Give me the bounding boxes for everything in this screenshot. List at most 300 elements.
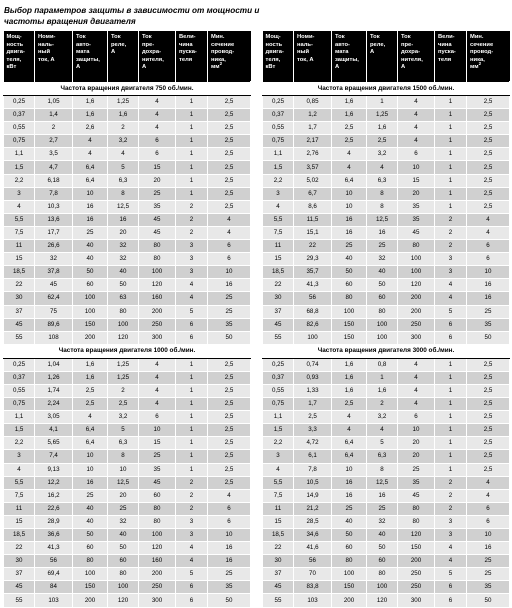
fuse-current-cell: 25 [398,463,435,476]
power-cell: 30 [263,555,294,568]
relay-current-cell: 12,5 [108,476,139,489]
wire-section-cell: 50 [208,594,251,607]
power-cell: 37 [4,568,35,581]
fuse-current-cell: 4 [398,384,435,397]
relay-current-cell: 4 [108,148,139,161]
starter-size-cell: 1 [435,398,467,411]
wire-section-cell: 6 [467,502,510,515]
relay-current-cell: 8 [367,200,398,213]
wire-section-cell: 6 [467,515,510,528]
breaker-current-cell: 16 [332,213,367,226]
relay-current-cell: 1,6 [108,109,139,122]
starter-size-header: Вели- чина пуска- теля [176,31,208,82]
relay-current-cell: 6,3 [108,437,139,450]
power-cell: 0,37 [263,371,294,384]
wire-section-cell: 2,5 [208,161,251,174]
wire-section-cell: 6 [208,515,251,528]
nominal-current-cell: 56 [35,555,73,568]
relay-current-cell: 60 [367,292,398,305]
breaker-current-cell: 60 [73,542,108,555]
starter-size-cell: 6 [435,331,467,344]
wire-section-header: Мин. сечение провод- ника, $мм^2$ [208,31,251,82]
table-row [4,122,251,135]
starter-size-cell: 1 [176,135,208,148]
speed-section-header [263,82,510,96]
fuse-current-cell: 4 [398,122,435,135]
breaker-current-cell: 200 [332,594,367,607]
breaker-current-cell: 10 [332,463,367,476]
breaker-current-cell: 6,4 [332,174,367,187]
breaker-current-cell: 40 [332,253,367,266]
table-row [4,161,251,174]
breaker-current-cell: 6,4 [332,437,367,450]
table-row [4,279,251,292]
wire-section-cell: 16 [467,542,510,555]
nominal-current-cell: 56 [294,555,332,568]
nominal-current-cell: 82,6 [294,318,332,331]
wire-section-cell: 2,5 [467,187,510,200]
starter-size-cell: 5 [435,568,467,581]
wire-section-cell: 2,5 [467,437,510,450]
header-row [4,31,251,82]
fuse-current-cell: 100 [398,253,435,266]
nominal-current-cell: 100 [294,331,332,344]
fuse-current-cell: 4 [398,398,435,411]
fuse-current-cell: 45 [139,476,176,489]
breaker-current-cell: 150 [332,331,367,344]
breaker-current-cell: 60 [332,279,367,292]
table-row [263,174,510,187]
wire-section-cell: 6 [467,253,510,266]
title-line-1: Выбор параметров защиты в зависимости от мощности и [4,6,260,15]
fuse-current-cell: 10 [398,424,435,437]
fuse-current-cell: 4 [398,109,435,122]
wire-section-cell: 4 [467,489,510,502]
breaker-current-cell: 2,6 [73,122,108,135]
nominal-current-cell: 6,1 [294,450,332,463]
wire-section-cell: 25 [467,305,510,318]
wire-section-cell: 16 [467,279,510,292]
table-row [263,318,510,331]
nominal-current-cell: 83,8 [294,581,332,594]
nominal-current-header: Номи- наль- ный ток, А [35,31,73,82]
relay-current-cell: 50 [367,279,398,292]
nominal-current-cell: 3,3 [294,424,332,437]
table-row [4,318,251,331]
relay-current-cell: 40 [367,529,398,542]
relay-current-cell: 100 [367,318,398,331]
fuse-current-cell: 25 [139,450,176,463]
breaker-current-cell: 6,4 [73,424,108,437]
power-cell: 37 [263,305,294,318]
nominal-current-cell: 45 [35,279,73,292]
nominal-current-cell: 1,7 [294,122,332,135]
nominal-current-cell: 62,4 [35,292,73,305]
wire-section-cell: 2,5 [467,398,510,411]
wire-section-cell: 35 [208,318,251,331]
table-row [4,411,251,424]
relay-current-cell: 32 [108,515,139,528]
nominal-current-cell: 7,8 [294,463,332,476]
nominal-current-cell: 0,85 [294,96,332,109]
nominal-current-cell: 69,4 [35,568,73,581]
breaker-current-cell: 25 [332,502,367,515]
wire-section-cell: 4 [467,226,510,239]
wire-section-cell: 50 [467,331,510,344]
breaker-current-cell: 80 [332,292,367,305]
wire-section-cell: 2,5 [208,200,251,213]
breaker-current-cell: 10 [73,187,108,200]
fuse-current-cell: 20 [139,174,176,187]
nominal-current-cell: 1,7 [294,398,332,411]
wire-section-cell: 2,5 [467,135,510,148]
breaker-current-cell: 4 [332,424,367,437]
table-row [4,200,251,213]
wire-section-cell: 16 [208,279,251,292]
starter-size-cell: 4 [435,292,467,305]
table-row [4,489,251,502]
relay-current-cell: 100 [367,331,398,344]
starter-size-cell: 1 [176,148,208,161]
breaker-current-cell: 6,4 [73,437,108,450]
fuse-current-cell: 300 [139,331,176,344]
starter-size-cell: 1 [176,450,208,463]
nominal-current-cell: 1,74 [35,384,73,397]
power-cell: 15 [263,515,294,528]
wire-section-cell: 4 [208,226,251,239]
protection-table-left [3,31,251,608]
starter-size-cell: 4 [176,555,208,568]
relay-current-cell: 12,5 [108,200,139,213]
nominal-current-cell: 17,7 [35,226,73,239]
starter-size-cell: 6 [435,594,467,607]
breaker-current-cell: 2,5 [73,398,108,411]
power-cell: 7,5 [263,226,294,239]
relay-current-cell: 32 [108,240,139,253]
starter-size-cell: 6 [176,331,208,344]
starter-size-cell: 1 [176,398,208,411]
power-cell: 18,5 [4,266,35,279]
starter-size-cell: 2 [176,476,208,489]
relay-current-cell: 100 [367,581,398,594]
power-cell: 30 [4,292,35,305]
wire-section-cell: 16 [467,292,510,305]
nominal-current-cell: 2 [35,122,73,135]
power-cell: 0,75 [4,135,35,148]
fuse-current-cell: 80 [398,515,435,528]
fuse-current-cell: 35 [398,200,435,213]
fuse-current-cell: 10 [139,424,176,437]
wire-section-cell: 10 [208,529,251,542]
power-cell: 18,5 [4,529,35,542]
power-cell: 1,1 [263,148,294,161]
starter-size-cell: 5 [176,568,208,581]
starter-size-cell: 1 [176,463,208,476]
relay-current-cell: 12,5 [367,476,398,489]
fuse-current-cell: 250 [398,318,435,331]
fuse-current-cell: 6 [139,411,176,424]
table-row [263,411,510,424]
table-row [4,450,251,463]
starter-size-cell: 3 [176,240,208,253]
breaker-current-cell: 4 [73,411,108,424]
breaker-current-cell: 40 [73,253,108,266]
power-cell: 0,37 [263,109,294,122]
table-row [4,240,251,253]
relay-current-cell: 2,5 [367,135,398,148]
breaker-current-cell: 50 [73,529,108,542]
table-row [263,463,510,476]
wire-section-cell: 2,5 [467,122,510,135]
starter-size-cell: 3 [176,515,208,528]
relay-current-cell: 2 [108,384,139,397]
breaker-current-cell: 40 [73,502,108,515]
table-row [263,266,510,279]
wire-section-cell: 4 [208,489,251,502]
relay-current-cell: 120 [108,594,139,607]
wire-section-cell: 6 [467,240,510,253]
starter-size-cell: 1 [176,96,208,109]
fuse-current-cell: 200 [398,305,435,318]
table-row [4,581,251,594]
relay-current-cell: 1,25 [108,371,139,384]
breaker-current-cell: 1,6 [73,96,108,109]
fuse-current-cell: 80 [139,240,176,253]
nominal-current-cell: 3,5 [35,148,73,161]
power-cell: 55 [4,594,35,607]
power-cell: 55 [263,331,294,344]
power-cell: 1,5 [4,424,35,437]
power-cell: 5,5 [263,476,294,489]
fuse-current-cell: 6 [139,148,176,161]
speed-section-header [263,344,510,358]
power-header: Мощ- ность двига- теля, кВт [263,31,294,82]
wire-section-cell: 2,5 [208,109,251,122]
breaker-current-cell: 16 [73,200,108,213]
fuse-current-cell: 45 [139,226,176,239]
power-cell: 1,5 [263,424,294,437]
power-cell: 22 [4,279,35,292]
fuse-current-cell: 45 [398,489,435,502]
wire-section-cell: 4 [467,476,510,489]
table-row [4,135,251,148]
power-cell: 3 [263,187,294,200]
relay-current-cell: 40 [367,266,398,279]
table-row [263,555,510,568]
nominal-current-cell: 34,6 [294,529,332,542]
wire-section-cell: 16 [208,555,251,568]
speed-section-label: Частота вращения двигателя 750 об./мин. [4,82,251,96]
fuse-current-cell: 80 [139,502,176,515]
nominal-current-cell: 1,26 [35,371,73,384]
power-cell: 15 [263,253,294,266]
fuse-current-cell: 300 [398,594,435,607]
breaker-current-cell: 10 [332,200,367,213]
wire-section-cell: 10 [467,529,510,542]
wire-section-cell: 50 [208,331,251,344]
nominal-current-cell: 9,13 [35,463,73,476]
power-cell: 18,5 [263,529,294,542]
starter-size-cell: 1 [176,358,208,371]
document-title [4,5,304,27]
relay-current-cell: 1,25 [367,109,398,122]
fuse-current-header: Ток пре- дохра- нителя, А [139,31,176,82]
wire-section-cell: 2,5 [467,148,510,161]
header-row [263,31,510,82]
nominal-current-cell: 2,5 [294,411,332,424]
table-row [4,226,251,239]
starter-size-cell: 1 [176,187,208,200]
relay-current-cell: 10 [108,463,139,476]
fuse-current-cell: 120 [139,542,176,555]
fuse-current-cell: 4 [398,371,435,384]
nominal-current-cell: 56 [294,292,332,305]
wire-section-cell: 2,5 [208,463,251,476]
fuse-current-cell: 200 [398,555,435,568]
table-row [263,529,510,542]
fuse-current-cell: 4 [139,398,176,411]
wire-section-cell: 2,5 [467,174,510,187]
fuse-current-cell: 80 [398,240,435,253]
nominal-current-cell: 22 [294,240,332,253]
power-cell: 0,75 [4,398,35,411]
starter-size-cell: 4 [176,292,208,305]
table-row [4,266,251,279]
fuse-current-cell: 6 [139,135,176,148]
relay-current-cell: 32 [367,515,398,528]
table-row [263,358,510,371]
nominal-current-cell: 103 [294,594,332,607]
fuse-current-cell: 20 [398,450,435,463]
breaker-current-cell: 10 [73,463,108,476]
power-cell: 0,37 [4,109,35,122]
starter-size-cell: 6 [176,581,208,594]
wire-section-cell: 4 [467,213,510,226]
table-row [4,253,251,266]
fuse-current-cell: 100 [139,266,176,279]
starter-size-cell: 6 [176,318,208,331]
table-row [4,515,251,528]
power-cell: 7,5 [263,489,294,502]
table-row [4,568,251,581]
starter-size-cell: 1 [435,109,467,122]
nominal-current-cell: 75 [35,305,73,318]
nominal-current-cell: 2,17 [294,135,332,148]
starter-size-cell: 1 [435,411,467,424]
nominal-current-cell: 4,7 [35,161,73,174]
relay-current-cell: 1,25 [108,96,139,109]
table-row [263,424,510,437]
wire-section-cell: 6 [208,253,251,266]
wire-section-cell: 2,5 [208,358,251,371]
wire-section-cell: 2,5 [208,96,251,109]
breaker-current-cell: 50 [332,529,367,542]
wire-section-cell: 2,5 [208,476,251,489]
power-cell: 3 [4,187,35,200]
power-cell: 7,5 [4,226,35,239]
power-cell: 11 [263,240,294,253]
power-cell: 0,37 [4,371,35,384]
breaker-current-header: Ток авто- мата защиты, А [332,31,367,82]
power-cell: 45 [4,581,35,594]
starter-size-cell: 1 [435,437,467,450]
table-row [263,109,510,122]
power-cell: 11 [4,240,35,253]
nominal-current-cell: 28,5 [294,515,332,528]
power-cell: 2,2 [263,174,294,187]
relay-current-cell: 50 [367,542,398,555]
table-row [4,555,251,568]
table-row [263,305,510,318]
nominal-current-cell: 41,3 [294,279,332,292]
relay-current-cell: 20 [108,226,139,239]
relay-current-cell: 4 [367,161,398,174]
power-cell: 22 [263,542,294,555]
fuse-current-cell: 20 [398,187,435,200]
table-row [263,581,510,594]
nominal-current-cell: 12,2 [35,476,73,489]
wire-section-cell: 2,5 [467,411,510,424]
nominal-current-cell: 5,65 [35,437,73,450]
relay-current-cell: 32 [367,253,398,266]
nominal-current-cell: 13,6 [35,213,73,226]
power-cell: 0,55 [263,384,294,397]
nominal-current-cell: 36,6 [35,529,73,542]
power-cell: 2,2 [263,437,294,450]
table-row [4,109,251,122]
wire-section-cell: 6 [208,240,251,253]
table-row [4,529,251,542]
starter-size-cell: 2 [176,200,208,213]
table-row [263,437,510,450]
wire-section-cell: 2,5 [208,371,251,384]
nominal-current-cell: 1,33 [294,384,332,397]
wire-section-cell: 35 [467,318,510,331]
relay-current-cell: 63 [108,292,139,305]
nominal-current-cell: 8,6 [294,200,332,213]
breaker-current-cell: 100 [332,305,367,318]
table-row [263,398,510,411]
relay-current-cell: 50 [108,542,139,555]
breaker-current-cell: 50 [73,266,108,279]
fuse-current-cell: 4 [139,122,176,135]
nominal-current-cell: 1,2 [294,109,332,122]
fuse-current-cell: 80 [398,502,435,515]
power-cell: 4 [4,200,35,213]
starter-size-cell: 4 [176,279,208,292]
nominal-current-cell: 10,5 [294,476,332,489]
wire-section-cell: 2,5 [467,463,510,476]
fuse-current-cell: 4 [139,384,176,397]
fuse-current-cell: 6 [398,411,435,424]
fuse-current-cell: 200 [139,305,176,318]
wire-section-header: Мин. сечение провод- ника, $мм^2$ [467,31,510,82]
fuse-current-cell: 80 [139,253,176,266]
speed-section-header [4,344,251,358]
fuse-current-cell: 45 [398,226,435,239]
table-row [4,424,251,437]
starter-size-cell: 2 [435,226,467,239]
breaker-current-cell: 1,6 [332,109,367,122]
table-row [4,384,251,397]
relay-current-cell: 3,2 [108,135,139,148]
starter-size-cell: 1 [176,384,208,397]
power-cell: 1,1 [263,411,294,424]
table-row [4,463,251,476]
fuse-current-cell: 6 [398,148,435,161]
breaker-current-cell: 6,4 [73,161,108,174]
starter-size-cell: 2 [176,213,208,226]
